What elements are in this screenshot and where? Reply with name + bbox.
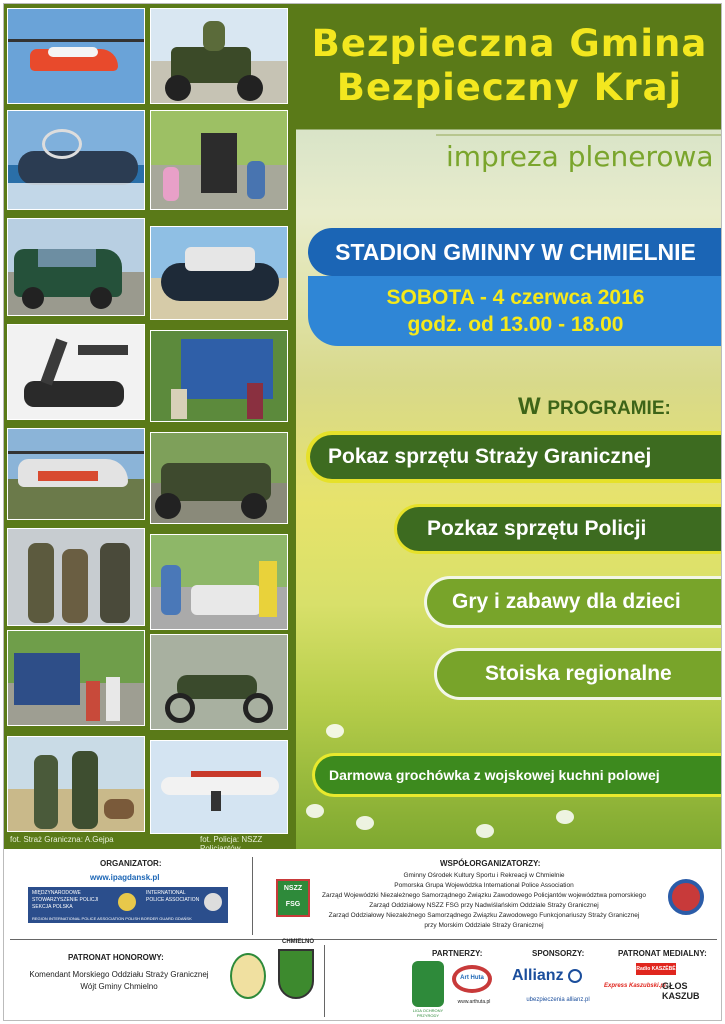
chmielno-coat-of-arms-icon xyxy=(278,939,314,999)
art-huta-url[interactable]: www.arthuta.pl xyxy=(457,999,491,1005)
photo-special-forces xyxy=(7,528,145,626)
badge-icon xyxy=(204,893,222,911)
photo-quads-2 xyxy=(150,432,288,524)
ipa-logo xyxy=(28,887,228,923)
flower-decoration xyxy=(306,804,324,818)
chmielno-label: CHMIELNO xyxy=(282,939,314,945)
photo-dirt-bike xyxy=(150,634,288,730)
nszz-fsg-logo xyxy=(276,879,310,917)
footer xyxy=(4,849,722,1021)
patronage-list xyxy=(10,969,228,993)
program-item: Darmowa grochówka z wojskowej kuchni polowej xyxy=(312,753,722,797)
coorganizer: Pomorska Grupa Wojewódzka International Police Association xyxy=(394,882,574,889)
express-kaszubski-text: Express Kaszubski.pl xyxy=(604,983,666,989)
photo-aircraft xyxy=(150,740,288,834)
venue-banner: STADION GMINNY W CHMIELNIE xyxy=(308,228,722,276)
photo-credit-left: fot. Straż Graniczna: A.Gejpa xyxy=(10,835,114,844)
ipa-logo-text: REGION INTERNATIONAL POLICE ASSOCIATION POLISH BORDER GUARD GDAŃSK xyxy=(32,916,192,921)
divider xyxy=(324,945,325,1017)
allianz-logo xyxy=(512,967,582,985)
ipa-logo-text: INTERNATIONAL xyxy=(146,890,186,896)
photo-patrol-cars xyxy=(7,218,145,316)
program-heading xyxy=(518,393,671,421)
photo-helicopter xyxy=(7,8,145,104)
patronage-header: PATRONAT HONOROWY: xyxy=(68,953,164,962)
divider xyxy=(10,939,717,940)
photo-police-vehicle xyxy=(7,630,145,726)
coorganizers-header: WSPÓŁORGANIZATORZY: xyxy=(440,859,541,868)
coorganizers-list xyxy=(314,871,654,931)
photo-quad xyxy=(150,8,288,104)
date-banner xyxy=(308,276,722,346)
content-panel xyxy=(296,4,722,849)
patron: Komendant Morskiego Oddziału Straży Granicznej xyxy=(29,970,209,979)
ipa-logo-text: MIĘDZYNARODOWE xyxy=(32,890,81,896)
photo-column xyxy=(4,4,296,849)
program-heading-rest: PROGRAMIE: xyxy=(547,398,671,419)
ipa-emblem-icon xyxy=(118,893,136,911)
date-line: SOBOTA - 4 czerwca 2016 xyxy=(386,286,645,309)
lop-label: LIGA OCHRONY PRZYRODY xyxy=(412,1008,444,1018)
allianz-url[interactable]: ubezpieczenia allianz.pl xyxy=(526,997,590,1003)
lop-logo-icon xyxy=(412,961,444,1018)
program-item: Stoiska regionalne xyxy=(434,648,722,700)
program-item: Pokaz sprzętu Straży Granicznej xyxy=(306,431,722,483)
organizer-header: ORGANIZATOR: xyxy=(100,859,162,868)
art-huta-text: Art Huta xyxy=(460,975,484,981)
ipa-logo-text: POLICE ASSOCIATION xyxy=(146,897,200,903)
coorganizer: Zarząd Oddziałowy Niezależnego Samorządnego Związku Zawodowego Funkcjonariuszy Straży Granicznej xyxy=(328,912,640,919)
divider xyxy=(252,857,253,935)
art-huta-logo xyxy=(452,965,492,993)
glos-kaszub-logo xyxy=(662,981,722,1001)
flower-decoration xyxy=(476,824,494,838)
media-header: PATRONAT MEDIALNY: xyxy=(618,949,707,958)
flower-decoration xyxy=(556,810,574,824)
coorganizer: Gminny Ośrodek Kultury Sportu i Rekreacji w Chmielnie xyxy=(403,872,565,879)
police-star-icon xyxy=(668,879,704,915)
page-title-line1: Bezpieczna Gmina xyxy=(311,22,708,65)
partners-header: PARTNERZY: xyxy=(432,949,483,958)
patron: Wójt Gminy Chmielno xyxy=(80,982,158,991)
organizer-url[interactable]: www.ipagdansk.pl xyxy=(90,873,160,882)
poster xyxy=(3,3,722,1021)
subtitle: impreza plenerowa xyxy=(446,140,714,173)
allianz-icon xyxy=(568,969,582,983)
photo-helicopter-2 xyxy=(7,428,145,520)
program-item: Gry i zabawy dla dzieci xyxy=(424,576,722,628)
border-guard-emblem-icon xyxy=(230,953,266,999)
flower-decoration xyxy=(326,724,344,738)
coorganizer: Zarząd Oddziałowy NSZZ FSG przy Nadwiślańskim Oddziale Straży Granicznej xyxy=(369,902,599,909)
radio-kaszebe-text: Radio KASZËBË xyxy=(636,966,676,972)
nszz-fsg-text: NSZZ FSG xyxy=(283,885,303,908)
photo-police-truck xyxy=(150,330,288,422)
page-title-line2: Bezpieczny Kraj xyxy=(336,66,683,109)
ipa-logo-text: SEKCJA POLSKA xyxy=(32,904,73,910)
coorganizer: przy Morskim Oddziale Straży Granicznej xyxy=(424,922,544,929)
photo-hovercraft-2 xyxy=(150,226,288,320)
ipa-logo-text: STOWARZYSZENIE POLICJI xyxy=(32,897,99,903)
coorganizer: Zarząd Wojewódzki Niezależnego Samorządnego Związku Zawodowego Policjantów województwa pomorskiego xyxy=(322,892,646,899)
flower-decoration xyxy=(356,816,374,830)
sponsors-header: SPONSORZY: xyxy=(532,949,585,958)
program-heading-first: W xyxy=(518,393,541,420)
time-line: godz. od 13.00 - 18.00 xyxy=(407,313,624,336)
photo-bomb-robot xyxy=(7,324,145,420)
glos-kaszub-text: GŁOS KASZUB xyxy=(662,981,700,1001)
photo-robot-kids xyxy=(150,110,288,210)
allianz-text: Allianz xyxy=(512,967,564,984)
express-kaszubski-logo xyxy=(604,983,666,989)
photo-motorcycles-crowd xyxy=(150,534,288,630)
divider xyxy=(436,134,722,136)
radio-kaszebe-logo xyxy=(636,963,676,975)
photo-credit-right: fot. Policja: NSZZ xyxy=(200,835,263,844)
photo-hovercraft xyxy=(7,110,145,210)
photo-border-guards-dog xyxy=(7,736,145,832)
program-item: Pozkaz sprzętu Policji xyxy=(394,504,722,554)
